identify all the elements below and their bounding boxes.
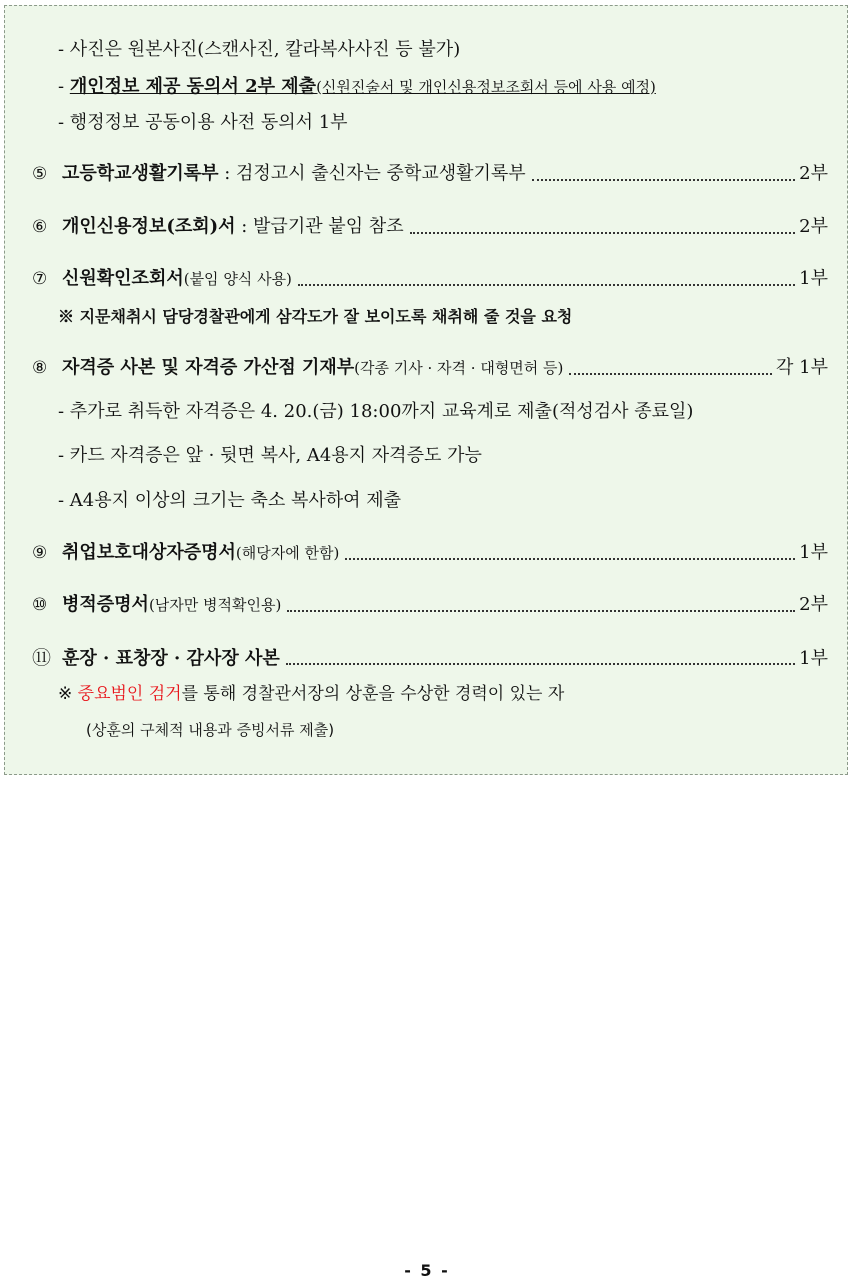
item-title: 병적증명서 <box>62 594 149 615</box>
item-8-sub-2: - 카드 자격증은 앞 · 뒷면 복사, A4용지 자격증도 가능 <box>58 445 482 466</box>
bullet-consent <box>58 74 656 100</box>
leader-dots <box>298 283 795 286</box>
item-count: 2부 <box>799 594 828 615</box>
leader-dots <box>286 662 795 665</box>
item-count: 1부 <box>799 268 828 289</box>
item-count: 각 1부 <box>776 357 828 378</box>
item-title: 개인신용정보(조회)서 <box>62 216 236 237</box>
item-title: 자격증 사본 및 자격증 가산점 기재부 <box>62 357 355 378</box>
item-11-note <box>58 681 564 707</box>
item-number: ⑨ <box>32 543 48 563</box>
leader-dots <box>569 372 772 375</box>
bullet-admin-info: - 행정정보 공동이용 사전 동의서 1부 <box>58 112 348 133</box>
item-number: ⑧ <box>32 358 48 378</box>
leader-dots <box>410 231 796 234</box>
item-10 <box>32 592 828 618</box>
item-desc: (붙임 양식 사용) <box>183 270 292 288</box>
item-number: ⑩ <box>32 595 48 615</box>
leader-dots <box>345 557 795 560</box>
leader-dots <box>287 609 795 612</box>
item-6 <box>32 214 828 240</box>
item-title: 신원확인조회서 <box>62 268 184 289</box>
item-title: 고등학교생활기록부 <box>62 163 219 184</box>
item-number: ⑤ <box>32 164 48 184</box>
item-8-sub-3: - A4용지 이상의 크기는 축소 복사하여 제출 <box>58 490 402 511</box>
item-7 <box>32 266 828 292</box>
item-8-sub-1: - 추가로 취득한 자격증은 4. 20.(금) 18:00까지 교육계로 제출(적성검사 종료일) <box>58 401 694 422</box>
bullet-photo: - 사진은 원본사진(스캔사진, 칼라복사사진 등 불가) <box>58 39 461 60</box>
bullet-dash: - <box>58 76 70 97</box>
item-desc: (각종 기사 · 자격 · 대형면허 등) <box>354 359 564 377</box>
item-number: ⑥ <box>32 217 48 237</box>
item-8 <box>32 355 828 381</box>
item-count: 2부 <box>799 163 828 184</box>
item-11 <box>32 645 828 671</box>
item-desc: (해당자에 한함) <box>235 544 340 562</box>
item-title: 취업보호대상자증명서 <box>62 542 236 563</box>
note-mark: ※ <box>58 684 78 704</box>
item-7-note: ※ 지문채취시 담당경찰관에게 삼각도가 잘 보이도록 채취해 줄 것을 요청 <box>58 307 573 326</box>
item-number: ⑦ <box>32 269 48 289</box>
note-highlight: 중요범인 검거 <box>77 684 182 704</box>
item-11-note-2: (상훈의 구체적 내용과 증빙서류 제출) <box>86 721 335 739</box>
item-desc: : 검정고시 출신자는 중학교생활기록부 <box>218 163 526 184</box>
item-desc: (남자만 병적확인용) <box>148 596 282 614</box>
leader-dots <box>532 178 795 181</box>
item-number: ⑪ <box>32 647 52 669</box>
item-title: 훈장 · 표창장 · 감사장 사본 <box>62 648 280 669</box>
consent-note: (신원진술서 및 개인신용정보조회서 등에 사용 예정) <box>316 78 656 96</box>
item-desc: : 발급기관 붙임 참조 <box>235 216 404 237</box>
item-count: 1부 <box>799 648 828 669</box>
note-rest: 를 통해 경찰관서장의 상훈을 수상한 경력이 있는 자 <box>181 684 565 704</box>
item-count: 2부 <box>799 216 828 237</box>
page-number: - 5 - <box>404 1261 450 1280</box>
consent-main: 개인정보 제공 동의서 2부 제출 <box>69 76 317 97</box>
item-5 <box>32 161 828 187</box>
item-count: 1부 <box>799 542 828 563</box>
item-9 <box>32 540 828 566</box>
